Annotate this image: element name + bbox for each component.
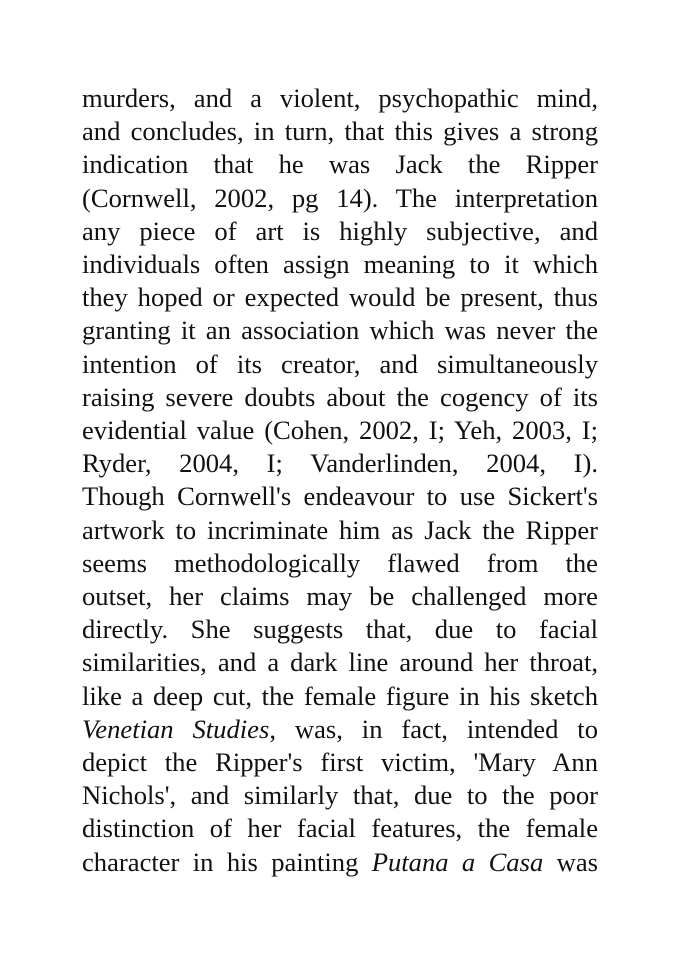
text-line xyxy=(82,215,598,248)
text-line xyxy=(82,182,598,215)
text-line xyxy=(82,680,598,713)
text-segment: artwork to incriminate him as Jack the Ripper xyxy=(82,514,598,545)
text-segment: distinction of her facial features, the female xyxy=(82,813,598,844)
text-segment: depict the Ripper's first victim, 'Mary Ann xyxy=(82,747,598,778)
text-line xyxy=(82,846,598,879)
text-line xyxy=(82,82,598,115)
text-line xyxy=(82,812,598,845)
text-line xyxy=(82,580,598,613)
text-segment: individuals often assign meaning to it which xyxy=(82,249,598,280)
text-line xyxy=(82,314,598,347)
text-line xyxy=(82,447,598,480)
text-line xyxy=(82,480,598,513)
text-segment: and concludes, in turn, that this gives a strong xyxy=(82,116,598,147)
text-line xyxy=(82,348,598,381)
text-line xyxy=(82,779,598,812)
text-line xyxy=(82,746,598,779)
italic-title: Putana a Casa xyxy=(371,846,544,877)
text-segment: granting it an association which was never the xyxy=(82,315,598,346)
text-segment: any piece of art is highly subjective, and xyxy=(82,215,598,246)
text-segment: character in his painting xyxy=(82,846,372,877)
text-line xyxy=(82,613,598,646)
text-segment: outset, her claims may be challenged more xyxy=(82,581,598,612)
text-segment: like a deep cut, the female figure in his sketch xyxy=(82,680,598,711)
text-segment: Ryder, 2004, I; Vanderlinden, 2004, I). xyxy=(82,448,598,479)
text-line xyxy=(82,514,598,547)
text-line xyxy=(82,547,598,580)
text-segment: intention of its creator, and simultaneously xyxy=(82,348,598,379)
text-line xyxy=(82,148,598,181)
text-segment: similarities, and a dark line around her throat, xyxy=(82,647,598,678)
text-segment: raising severe doubts about the cogency of its xyxy=(82,381,598,412)
text-line xyxy=(82,115,598,148)
text-line xyxy=(82,646,598,679)
italic-title: Venetian Studies xyxy=(82,713,270,744)
text-line xyxy=(82,414,598,447)
text-segment: Nichols', and similarly that, due to the poor xyxy=(82,780,598,811)
text-line xyxy=(82,381,598,414)
text-segment: they hoped or expected would be present, thus xyxy=(82,282,598,313)
text-segment: seems methodologically flawed from the xyxy=(82,547,598,578)
text-segment: murders, and a violent, psychopathic mind, xyxy=(82,83,598,113)
text-segment: (Cornwell, 2002, pg 14). The interpretation xyxy=(82,182,598,213)
text-segment: , was, in fact, intended to xyxy=(269,713,598,744)
text-segment: indication that he was Jack the Ripper xyxy=(82,149,598,180)
text-segment: directly. She suggests that, due to facial xyxy=(82,614,598,645)
text-segment: Though Cornwell's endeavour to use Sickert's xyxy=(82,481,598,512)
text-segment: evidential value (Cohen, 2002, I; Yeh, 2003, I; xyxy=(82,415,598,446)
text-segment: was xyxy=(543,846,598,877)
text-line xyxy=(82,713,598,746)
text-line xyxy=(82,281,598,314)
body-paragraph xyxy=(82,82,598,879)
text-line xyxy=(82,248,598,281)
